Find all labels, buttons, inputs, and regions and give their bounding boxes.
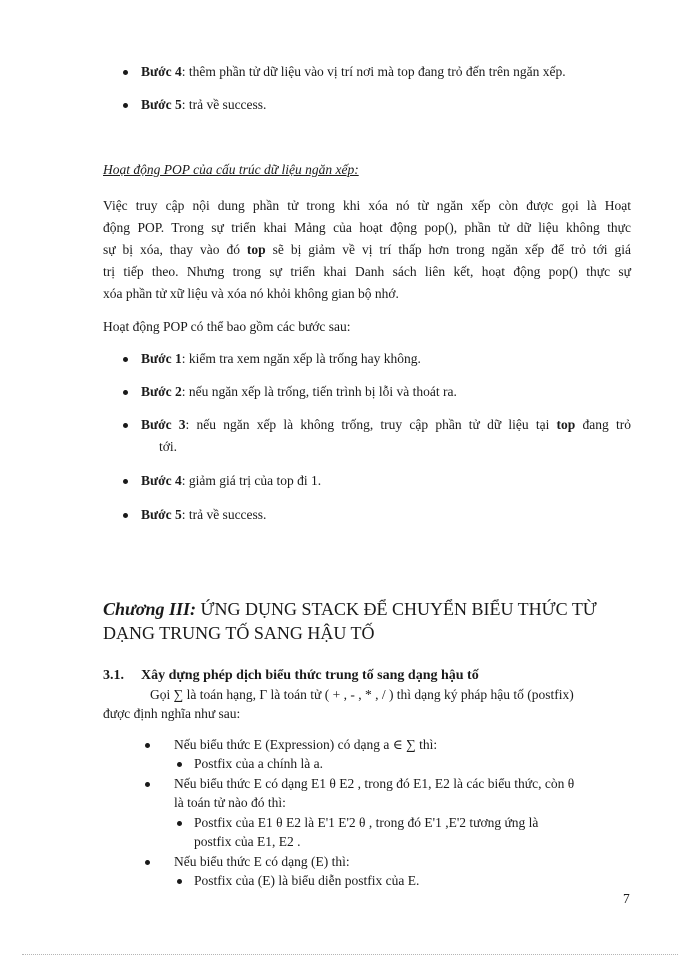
step-text: : nếu ngăn xếp là trống, tiến trình bị lỗi và thoát ra.: [181, 384, 457, 399]
step-text: đang trỏ: [575, 417, 631, 432]
paragraph-line: xóa phần tử xữ liệu và xóa nó khỏi không gian bộ nhớ.: [103, 286, 399, 301]
list-item-continuation: là toán tử nào đó thì:: [174, 795, 286, 810]
bullet-dot: [123, 70, 128, 75]
sub-list-item: Postfix của (E) là biểu diễn postfix của E.: [194, 873, 420, 888]
step-label: Bước 1: [141, 351, 182, 366]
step-text: : giảm giá trị của top đi 1.: [181, 473, 322, 488]
paragraph-line: được định nghĩa như sau:: [103, 706, 241, 721]
paragraph-line: trị tiếp theo. Nhưng trong sự triển khai Danh sách liên kết, hoạt động pop() thực sự: [103, 264, 631, 279]
step-text: : kiểm tra xem ngăn xếp là trống hay không.: [181, 351, 421, 366]
paragraph-intro: Hoạt động POP có thể bao gồm các bước sau:: [103, 319, 351, 334]
list-item-continuation: tới.: [159, 439, 178, 454]
bullet-dot: [123, 479, 128, 484]
chapter-title-line: ỨNG DỤNG STACK ĐỂ CHUYỂN BIỂU THỨC TỪ: [195, 599, 597, 619]
list-item: Nếu biểu thức E (Expression) có dạng a ∈ ∑ thì:: [174, 737, 438, 752]
step-label: Bước 3: [141, 417, 186, 432]
bullet-dot: [145, 860, 150, 865]
sub-bullet-dot: [177, 879, 182, 884]
list-item: [141, 472, 321, 490]
sub-list-item-continuation: postfix của E1, E2 .: [194, 834, 301, 849]
section-title: Xây dựng phép dịch biểu thức trung tố sang dạng hậu tố: [141, 668, 479, 683]
step-label: Bước 5: [141, 507, 182, 522]
list-item: [141, 416, 631, 434]
bullet-dot: [123, 423, 128, 428]
text-run: sự bị xóa, thay vào đó: [103, 242, 247, 257]
sub-list-item: Postfix của a chính là a.: [194, 756, 323, 771]
bullet-dot: [123, 103, 128, 108]
step-label: Bước 2: [141, 384, 182, 399]
list-item: [141, 350, 421, 368]
chapter-title: [103, 597, 597, 621]
bullet-dot: [123, 513, 128, 518]
page-bottom-border: [22, 954, 678, 955]
step-label: Bước 5: [141, 97, 182, 112]
step-text: : thêm phần tử dữ liệu vào vị trí nơi mà top đang trỏ đến trên ngăn xếp.: [181, 64, 566, 79]
text-bold: top: [246, 242, 266, 257]
page-number: 7: [623, 891, 630, 906]
bullet-dot: [145, 743, 150, 748]
list-item: Nếu biểu thức E có dạng (E) thì:: [174, 854, 350, 869]
list-item: [141, 383, 457, 401]
bullet-dot: [123, 357, 128, 362]
bullet-dot: [123, 390, 128, 395]
paragraph-line: Gọi ∑ là toán hạng, Γ là toán tử ( + , - , * , / ) thì dạng ký pháp hậu tố (postfix): [150, 687, 574, 702]
step-label: Bước 4: [141, 473, 182, 488]
sub-bullet-dot: [177, 762, 182, 767]
sub-list-item: Postfix của E1 θ E2 là E'1 E'2 θ , trong đó E'1 ,E'2 tương ứng là: [194, 815, 539, 830]
section-heading: Hoạt động POP của cấu trúc dữ liệu ngăn xếp:: [103, 162, 359, 177]
list-item: Nếu biểu thức E có dạng E1 θ E2 , trong đó E1, E2 là các biểu thức, còn θ: [174, 776, 575, 791]
paragraph-line: Việc truy cập nội dung phần tử trong khi xóa nó từ ngăn xếp còn được gọi là Hoạt: [103, 198, 631, 213]
section-number: 3.1.: [103, 668, 124, 683]
sub-bullet-dot: [177, 821, 182, 826]
bullet-dot: [145, 782, 150, 787]
list-item: [141, 96, 266, 114]
text-bold: top: [556, 417, 576, 432]
step-text: : trả về success.: [181, 507, 267, 522]
list-item: [141, 63, 566, 81]
list-item: [141, 506, 266, 524]
step-text: : nếu ngăn xếp là không trống, truy cập phần tử dữ liệu tại: [185, 417, 557, 432]
step-text: : trả về success.: [181, 97, 267, 112]
paragraph-line: động POP. Trong sự triển khai Mảng của hoạt động pop(), phần tử dữ liệu không thực: [103, 220, 631, 235]
text-run: sẽ bị giảm về vị trí thấp hơn trong ngăn xếp để trỏ tới giá: [265, 242, 631, 257]
step-label: Bước 4: [141, 64, 182, 79]
chapter-title-line: DẠNG TRUNG TỐ SANG HẬU TỐ: [103, 623, 375, 643]
paragraph-line: [103, 241, 631, 259]
chapter-label: Chương III:: [103, 599, 196, 619]
